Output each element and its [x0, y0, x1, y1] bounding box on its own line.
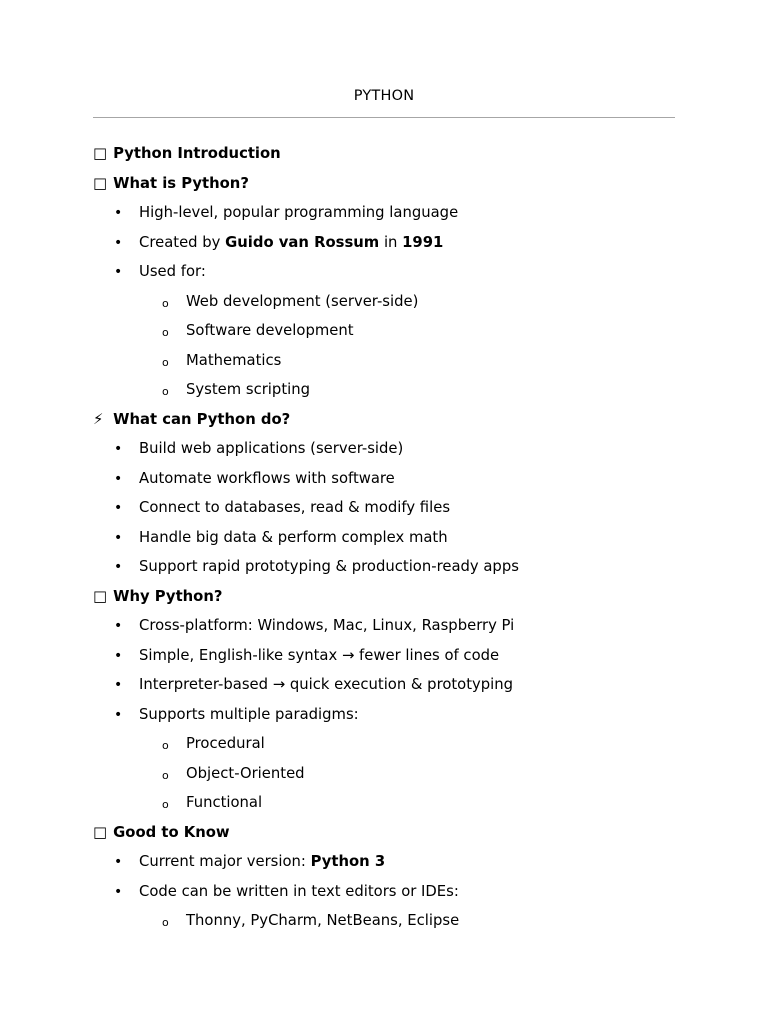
sub-list-item-text: Mathematics — [186, 351, 282, 369]
list-item — [93, 557, 693, 587]
hollow-bullet-icon: o — [162, 739, 169, 752]
section-heading-what-can-python-do — [93, 410, 693, 440]
section-heading-introduction — [93, 144, 693, 174]
header-divider — [93, 117, 675, 118]
hollow-bullet-icon: o — [162, 385, 169, 398]
sub-list-item — [93, 292, 693, 322]
list-item-text: Cross-platform: Windows, Mac, Linux, Raspberry Pi — [139, 617, 515, 634]
bullet-icon: • — [114, 677, 123, 693]
list-item-text: Code can be written in text editors or IDEs: — [139, 882, 459, 900]
release-year: 1991 — [402, 233, 444, 251]
list-item-text: Support rapid prototyping & production-ready apps — [139, 558, 519, 575]
sub-list-item — [93, 793, 693, 823]
list-item-text: in — [379, 233, 403, 251]
hollow-bullet-icon: o — [162, 296, 169, 310]
list-item — [93, 233, 693, 263]
list-item-text: Automate workflows with software — [139, 469, 395, 487]
bullet-icon: • — [114, 883, 123, 900]
list-item-text: Interpreter-based → quick execution & prototyping — [139, 676, 514, 693]
list-item — [93, 882, 693, 912]
list-item — [93, 203, 693, 233]
bullet-icon: • — [114, 854, 123, 870]
bullet-icon: • — [114, 559, 123, 575]
section-heading-good-to-know — [93, 823, 693, 853]
list-item — [93, 616, 693, 646]
bullet-icon: • — [114, 500, 123, 516]
list-item-text: Handle big data & perform complex math — [139, 528, 448, 546]
section-title: What is Python? — [113, 174, 249, 192]
bullet-icon: • — [114, 470, 123, 487]
bullet-icon: • — [114, 706, 123, 723]
list-item-text: Simple, English-like syntax → fewer lines of code — [139, 646, 500, 664]
list-item — [93, 469, 693, 499]
section-title: Python Introduction — [113, 145, 281, 162]
list-item — [93, 646, 693, 676]
section-title: Good to Know — [113, 823, 230, 841]
hollow-bullet-icon: o — [162, 355, 169, 369]
hollow-bullet-icon: o — [162, 798, 169, 811]
bullet-icon: • — [114, 205, 123, 221]
sub-list-item — [93, 764, 693, 794]
hollow-bullet-icon: o — [162, 768, 169, 782]
list-item — [93, 528, 693, 558]
list-item — [93, 262, 693, 292]
section-heading-why-python — [93, 587, 693, 617]
section-title: Why Python? — [113, 587, 223, 605]
sub-list-item-text: Software development — [186, 322, 354, 339]
sub-list-item-text: Thonny, PyCharm, NetBeans, Eclipse — [186, 912, 460, 929]
placeholder-icon: □ — [93, 587, 107, 605]
placeholder-icon: □ — [93, 174, 107, 192]
sub-list-item-text: System scripting — [186, 381, 310, 398]
sub-list-item-text: Procedural — [186, 735, 265, 752]
sub-list-item — [93, 734, 693, 764]
bullet-icon: • — [114, 529, 123, 546]
creator-name: Guido van Rossum — [225, 233, 380, 251]
list-item-text: Connect to databases, read & modify files — [139, 499, 451, 516]
sub-list-item-text: Functional — [186, 794, 263, 811]
list-item — [93, 439, 693, 469]
list-item-text: Build web applications (server-side) — [139, 440, 404, 457]
sub-list-item-text: Object-Oriented — [186, 764, 305, 782]
list-item-text: Used for: — [139, 263, 206, 280]
list-item-text: Created by — [139, 233, 226, 251]
placeholder-icon: □ — [93, 823, 107, 841]
lightning-icon: ⚡ — [93, 410, 104, 428]
sub-list-item-text: Web development (server-side) — [186, 292, 419, 310]
list-item — [93, 675, 693, 705]
section-title: What can Python do? — [113, 410, 291, 428]
document-body — [93, 144, 693, 941]
hollow-bullet-icon: o — [162, 916, 169, 929]
sub-list-item — [93, 911, 693, 941]
placeholder-icon: □ — [93, 145, 107, 162]
page-header-title: PYTHON — [353, 88, 415, 104]
bullet-icon: • — [114, 618, 123, 634]
list-item-text: Supports multiple paradigms: — [139, 705, 359, 723]
list-item — [93, 498, 693, 528]
sub-list-item — [93, 380, 693, 410]
list-item — [93, 852, 693, 882]
python-version: Python 3 — [310, 853, 386, 870]
bullet-icon: • — [114, 234, 123, 251]
list-item-text: High-level, popular programming language — [139, 204, 459, 221]
list-item — [93, 705, 693, 735]
list-item-text: Current major version: — [139, 853, 311, 870]
bullet-icon: • — [114, 441, 123, 457]
hollow-bullet-icon: o — [162, 326, 169, 339]
sub-list-item — [93, 351, 693, 381]
bullet-icon: • — [114, 264, 123, 280]
sub-list-item — [93, 321, 693, 351]
bullet-icon: • — [114, 647, 123, 664]
section-heading-what-is-python — [93, 174, 693, 204]
